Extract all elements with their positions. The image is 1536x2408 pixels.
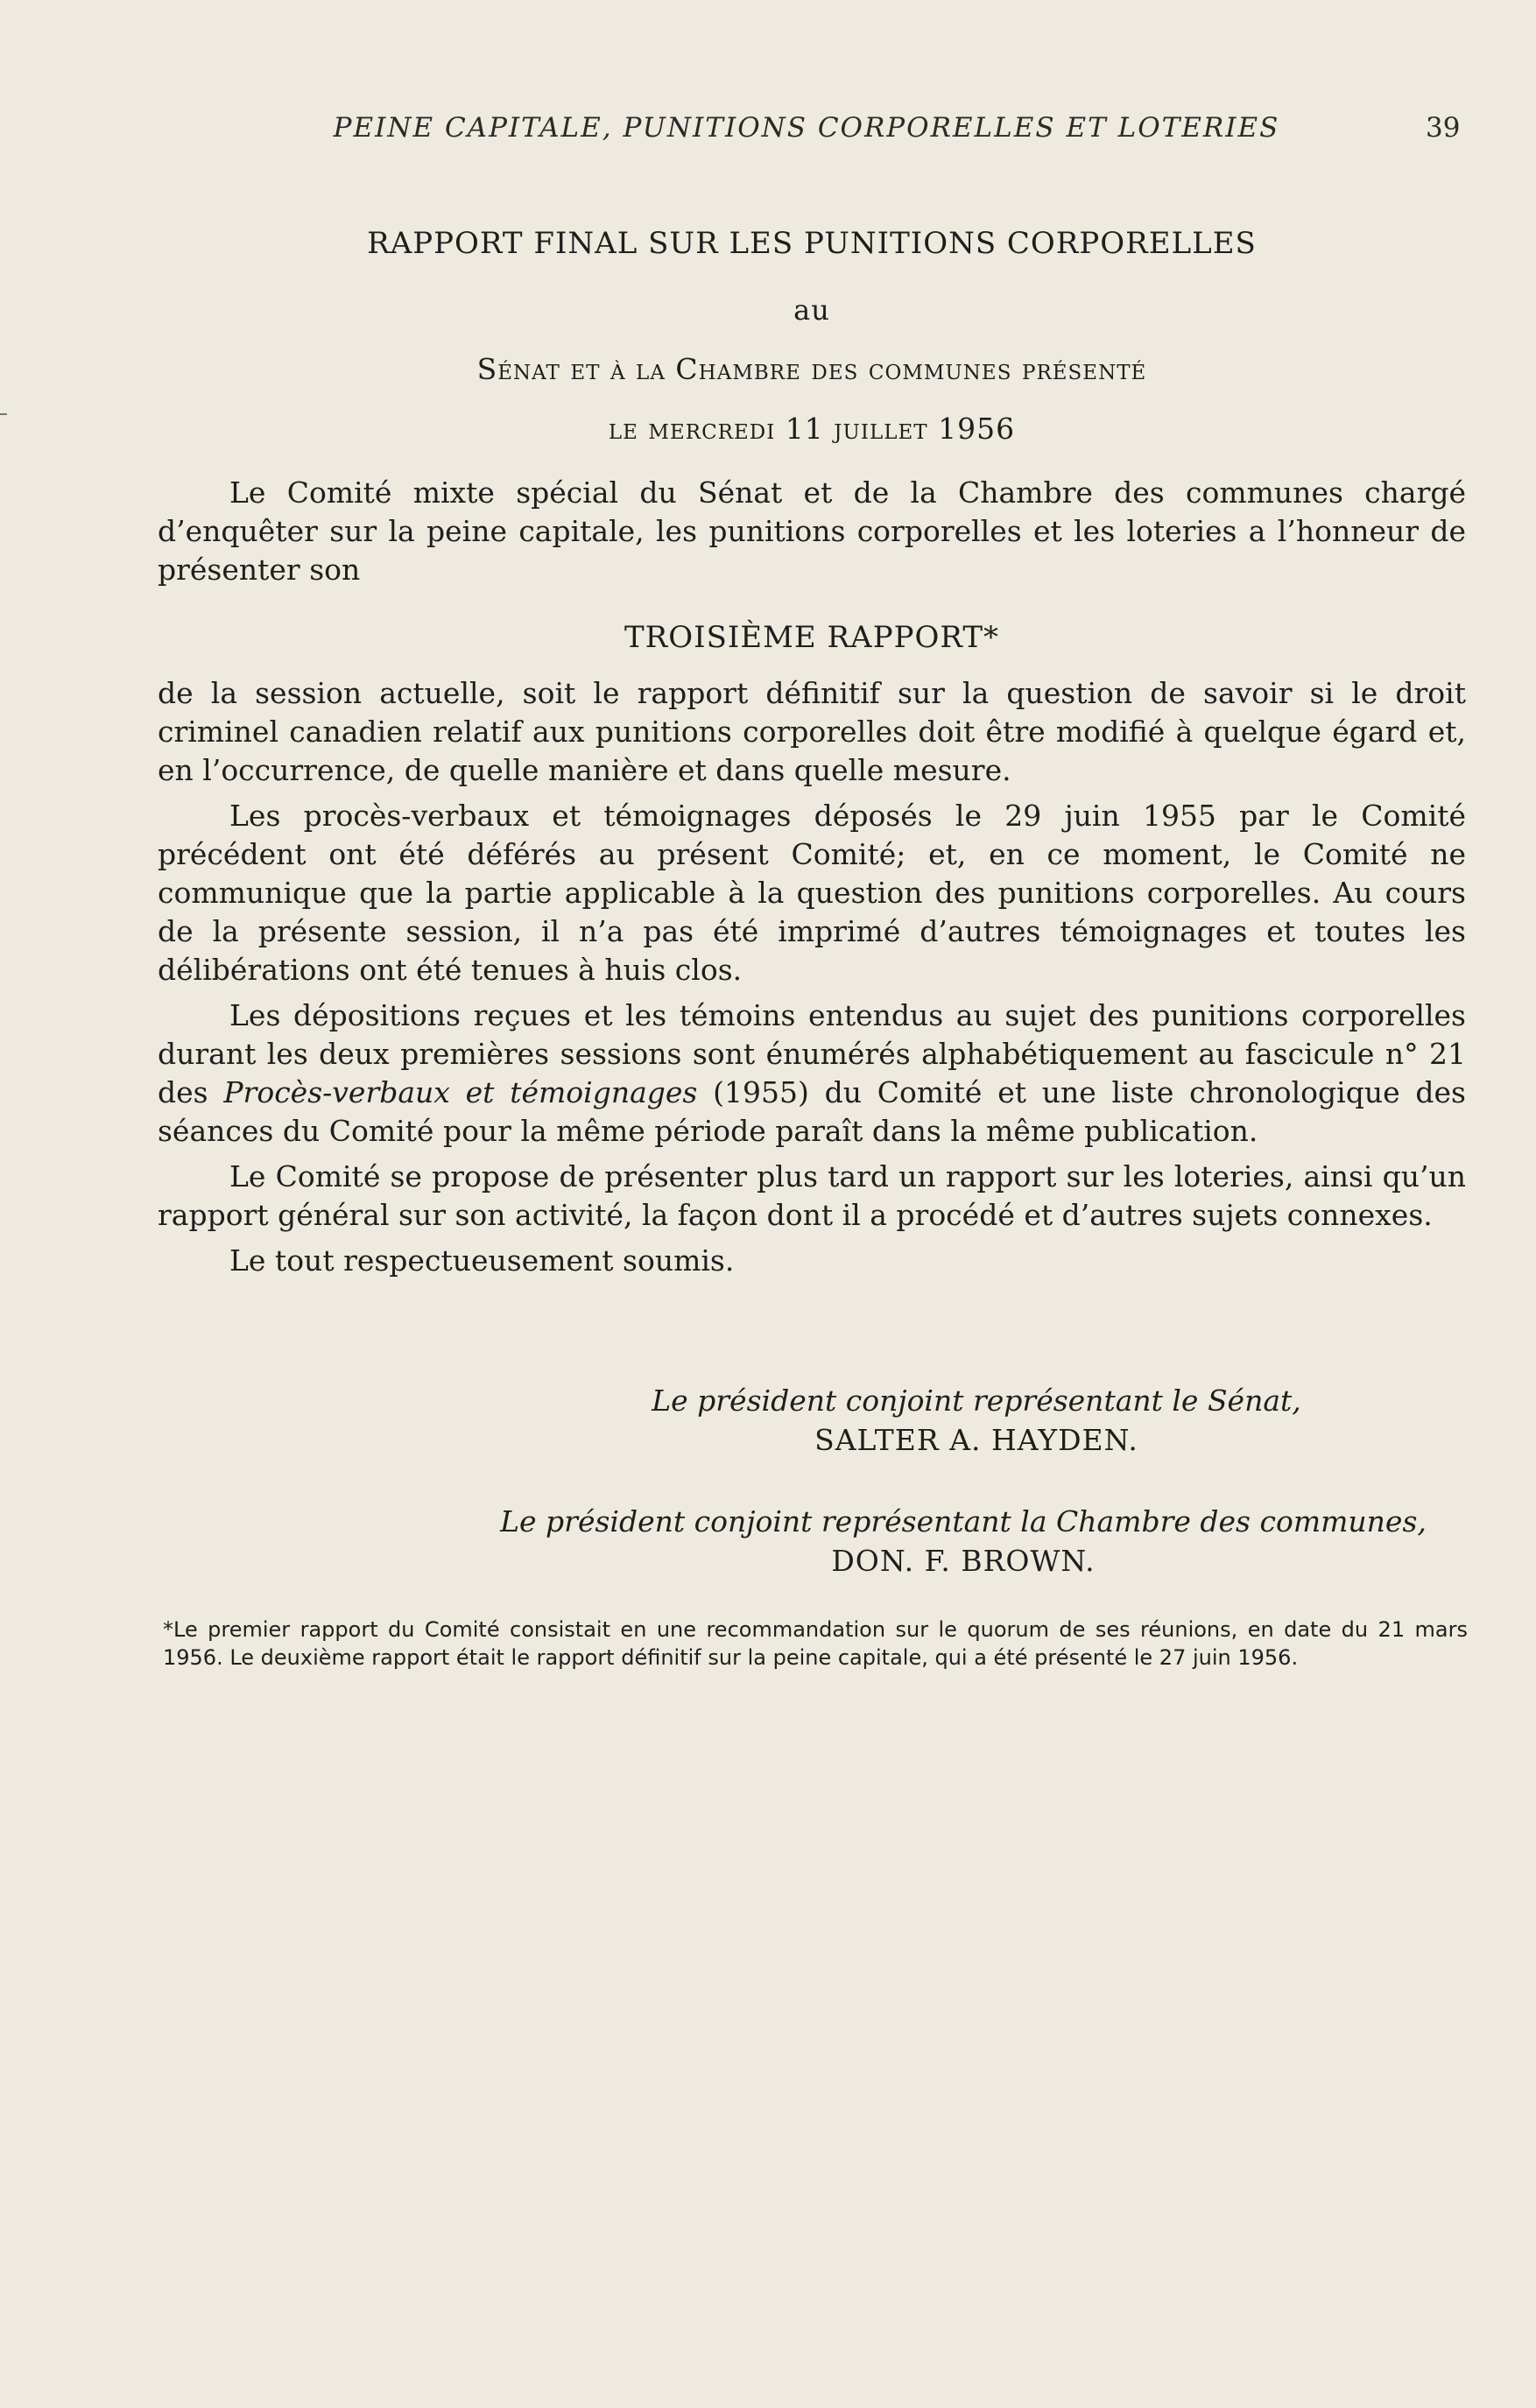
paragraph-3 bbox=[158, 996, 1466, 1151]
signature-senate-name: SALTER A. HAYDEN. bbox=[814, 1423, 1138, 1457]
report-heading: TROISIÈME RAPPORT* bbox=[624, 620, 1000, 655]
footnote: *Le premier rapport du Comité consistait en une recommandation sur le quorum de ses réunions, en date du 21 mars 1956. Le deuxième rapport était le rapport définitif sur la peine capitale, qui a été présenté le 27 juin 1956. bbox=[163, 1617, 1468, 1670]
paragraph-2: Les procès-verbaux et témoignages déposés le 29 juin 1955 par le Comité précédent ont été déférés au présent Comité; et, en ce moment, le Comité ne communique que la partie applicable à la question des punitions corporelles. Au cours de la présente session, il n’a pas été imprimé d’autres témoignages et toutes les délibérations ont été tenues à huis clos. bbox=[158, 799, 1466, 987]
title-addressee: Sénat et à la Chambre des communes présenté bbox=[476, 352, 1147, 386]
signature-commons-role: Le président conjoint représentant la Chambre des communes, bbox=[500, 1504, 1427, 1538]
title-date: le mercredi 11 juillet 1956 bbox=[608, 412, 1016, 446]
report-body bbox=[158, 674, 1466, 1280]
intro-text: Le Comité mixte spécial du Sénat et de la Chambre des communes chargé d’enquêter sur la peine capitale, les punitions corporelles et les loteries a l’honneur de présenter son bbox=[158, 475, 1466, 587]
publication-title: Procès-verbaux et témoignages bbox=[223, 1075, 698, 1109]
paragraph-3-end: (1955) du Comité et une liste chronologique des séances du Comité pour la même période paraît dans la même publication. bbox=[158, 1075, 1466, 1148]
signature-commons bbox=[438, 1504, 1489, 1578]
paragraph-1: de la session actuelle, soit le rapport définitif sur la question de savoir si le droit criminel canadien relatif aux punitions corporelles doit être modifié à quelque égard et, en l’occurrence, de quelle manière et dans quelle mesure. bbox=[158, 676, 1466, 787]
running-header-title: PEINE CAPITALE, PUNITIONS CORPORELLES ET LOTERIES bbox=[333, 112, 1280, 144]
signature-senate-role: Le président conjoint représentant le Sénat, bbox=[652, 1384, 1301, 1418]
signature-commons-name: DON. F. BROWN. bbox=[831, 1544, 1096, 1578]
paragraph-3-start: Les dépositions reçues et les témoins entendus au sujet des punitions corporelles durant les deux premières sessions sont énumérés alphabétiquement au fascicule n° 21 des bbox=[158, 998, 1466, 1109]
signature-senate bbox=[560, 1384, 1392, 1457]
paragraph-4: Le Comité se propose de présenter plus tard un rapport sur les loteries, ainsi qu’un rapport général sur son activité, la façon dont il a procédé et d’autres sujets connexes. bbox=[158, 1159, 1466, 1232]
intro-paragraph bbox=[158, 474, 1466, 589]
margin-mark bbox=[0, 413, 7, 415]
report-title: RAPPORT FINAL SUR LES PUNITIONS CORPORELLES bbox=[367, 226, 1257, 261]
page-number: 39 bbox=[1426, 112, 1461, 144]
paragraph-5: Le tout respectueusement soumis. bbox=[229, 1243, 735, 1278]
title-au: au bbox=[793, 293, 830, 327]
